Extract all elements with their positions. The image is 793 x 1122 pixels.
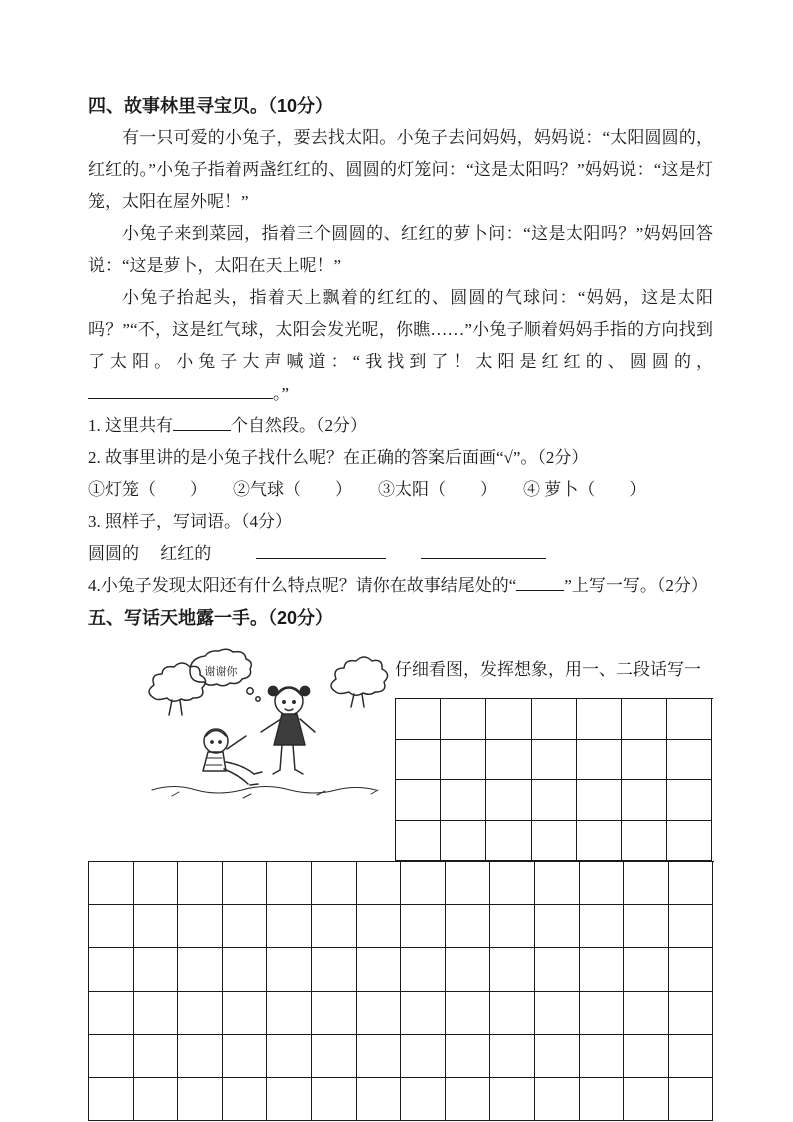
- writing-cell: [622, 699, 667, 740]
- writing-cell: [357, 1078, 402, 1121]
- story-paragraph: 小兔子来到菜园，指着三个圆圆的、红红的萝卜问：“这是太阳吗？”妈妈回答说：“这是萝卜，太阳在天上呢！”: [88, 224, 713, 275]
- writing-cell: [624, 948, 669, 991]
- writing-cell: [624, 992, 669, 1035]
- question-4-text-end: ”上写一写。（2分）: [564, 576, 708, 595]
- content-area: [88, 90, 713, 1121]
- writing-cell: [401, 862, 446, 905]
- answer-option-balloon: ②气球（ ）: [233, 480, 352, 499]
- answer-option-radish: ④ 萝卜（ ）: [523, 480, 647, 499]
- question-1-text: 1. 这里共有: [88, 416, 173, 435]
- writing-cell: [134, 862, 179, 905]
- writing-cell: [178, 1035, 223, 1078]
- writing-cell: [89, 1078, 134, 1121]
- writing-cell: [490, 1078, 535, 1121]
- illustration: [138, 648, 390, 803]
- question-4-text: 4.小兔子发现太阳还有什么特点呢？请你在故事结尾处的“: [88, 576, 517, 595]
- writing-cell: [535, 905, 580, 948]
- writing-cell: [441, 821, 486, 862]
- small-writing-grid: [395, 698, 713, 861]
- writing-cell: [486, 821, 531, 862]
- writing-cell: [441, 780, 486, 821]
- writing-cell: [446, 862, 491, 905]
- writing-cell: [312, 992, 357, 1035]
- sitting-child-figure: [203, 729, 262, 785]
- writing-cell: [357, 862, 402, 905]
- writing-cell: [535, 862, 580, 905]
- writing-cell: [490, 862, 535, 905]
- writing-cell: [89, 1035, 134, 1078]
- question-1: [88, 410, 713, 442]
- question-3: 3. 照样子，写词语。（4分）: [88, 512, 292, 531]
- big-writing-grid: [88, 861, 714, 1121]
- answer-option-lantern: ①灯笼（ ）: [88, 480, 207, 499]
- writing-cell: [178, 1078, 223, 1121]
- writing-cell: [178, 948, 223, 991]
- question-2: 2. 故事里讲的是小兔子找什么呢？在正确的答案后面画“√”。（2分）: [88, 448, 589, 467]
- writing-cell: [357, 1035, 402, 1078]
- writing-cell: [624, 1035, 669, 1078]
- writing-cell: [178, 992, 223, 1035]
- writing-cell: [312, 948, 357, 991]
- writing-cell: [267, 862, 312, 905]
- question-4: [88, 570, 713, 602]
- writing-cell: [223, 992, 268, 1035]
- writing-cell: [396, 780, 441, 821]
- writing-cell: [669, 905, 714, 948]
- writing-cell: [580, 948, 625, 991]
- writing-cell: [486, 740, 531, 781]
- writing-cell: [624, 905, 669, 948]
- writing-grid-row: [89, 992, 714, 1035]
- children-illustration: [138, 648, 390, 803]
- writing-cell: [223, 1035, 268, 1078]
- writing-cell: [446, 948, 491, 991]
- writing-cell: [577, 821, 622, 862]
- writing-cell: [667, 780, 712, 821]
- writing-cell: [446, 905, 491, 948]
- writing-cell: [580, 1078, 625, 1121]
- story-paragraph-text: 小兔子抬起头，指着天上飘着的红红的、圆圆的气球问：“妈妈，这是太阳吗？”“不，这是红气球，太阳会发光呢，你瞧……”小兔子顺着妈妈手指的方向找到了太阳。小兔子大声喊道：“我找到了！太阳是红红的、圆圆的，: [88, 288, 713, 371]
- writing-grid-row: [396, 780, 713, 821]
- writing-cell: [223, 948, 268, 991]
- writing-cell: [89, 905, 134, 948]
- writing-cell: [535, 992, 580, 1035]
- writing-cell: [577, 740, 622, 781]
- writing-cell: [441, 740, 486, 781]
- writing-cell: [622, 821, 667, 862]
- writing-cell: [669, 948, 714, 991]
- writing-cell: [134, 1078, 179, 1121]
- story-paragraph: [88, 282, 713, 410]
- writing-cell: [401, 905, 446, 948]
- writing-cell: [486, 780, 531, 821]
- writing-cell: [267, 1035, 312, 1078]
- writing-cell: [178, 862, 223, 905]
- writing-cell: [490, 1035, 535, 1078]
- writing-cell: [357, 992, 402, 1035]
- example-words: 圆圆的 红红的: [88, 544, 212, 563]
- writing-cell: [396, 740, 441, 781]
- writing-cell: [267, 948, 312, 991]
- writing-cell: [312, 1078, 357, 1121]
- writing-cell: [490, 905, 535, 948]
- writing-right-column: [395, 648, 713, 861]
- writing-cell: [622, 740, 667, 781]
- answer-option-sun: ③太阳（ ）: [378, 480, 497, 499]
- speech-bubble-text: 谢谢你: [204, 666, 238, 678]
- writing-cell: [357, 905, 402, 948]
- writing-cell: [624, 862, 669, 905]
- question-3-examples: [88, 538, 713, 570]
- writing-cell: [267, 905, 312, 948]
- writing-cell: [624, 1078, 669, 1121]
- ground-line: [152, 787, 378, 799]
- story-paragraph: 有一只可爱的小兔子，要去找太阳。小兔子去问妈妈，妈妈说：“太阳圆圆的，红红的。”小兔子指着两盏红红的、圆圆的灯笼问：“这是太阳吗？”妈妈说：“这是灯笼，太阳在屋外呢！”: [88, 128, 713, 211]
- writing-cell: [446, 1035, 491, 1078]
- fill-blank-story-ending: [88, 382, 273, 399]
- writing-cell: [134, 992, 179, 1035]
- writing-cell: [396, 699, 441, 740]
- writing-cell: [223, 905, 268, 948]
- writing-cell: [667, 821, 712, 862]
- writing-cell: [577, 699, 622, 740]
- writing-cell: [446, 992, 491, 1035]
- writing-cell: [312, 1035, 357, 1078]
- tree-icon: [149, 663, 206, 715]
- writing-cell: [535, 1078, 580, 1121]
- writing-cell: [401, 992, 446, 1035]
- writing-cell: [669, 1035, 714, 1078]
- writing-cell: [667, 699, 712, 740]
- writing-cell: [535, 1035, 580, 1078]
- writing-cell: [580, 905, 625, 948]
- writing-grid-row: [89, 1078, 714, 1121]
- writing-cell: [577, 780, 622, 821]
- writing-cell: [312, 862, 357, 905]
- writing-cell: [446, 1078, 491, 1121]
- writing-cell: [667, 740, 712, 781]
- writing-cell: [532, 699, 577, 740]
- standing-girl-figure: [261, 686, 315, 774]
- writing-section: [88, 648, 713, 861]
- writing-cell: [134, 948, 179, 991]
- writing-grid-row: [396, 821, 713, 862]
- writing-cell: [312, 905, 357, 948]
- fill-blank-q1: [173, 414, 231, 431]
- writing-grid-row: [396, 699, 713, 740]
- writing-cell: [580, 992, 625, 1035]
- writing-cell: [134, 1035, 179, 1078]
- writing-cell: [396, 821, 441, 862]
- writing-cell: [357, 948, 402, 991]
- writing-grid-row: [89, 862, 714, 905]
- writing-cell: [267, 992, 312, 1035]
- writing-cell: [89, 992, 134, 1035]
- tree-icon: [331, 657, 388, 707]
- writing-cell: [401, 948, 446, 991]
- story-paragraph-closing: 。”: [273, 384, 290, 403]
- writing-grid-row: [396, 740, 713, 781]
- writing-cell: [669, 1078, 714, 1121]
- writing-cell: [622, 780, 667, 821]
- writing-cell: [178, 905, 223, 948]
- writing-grid-row: [89, 905, 714, 948]
- writing-grid-row: [89, 1035, 714, 1078]
- fill-blank-word-1: [256, 542, 386, 559]
- writing-prompt: 仔细看图，发挥想象，用一、二段话写一: [395, 660, 701, 679]
- writing-cell: [89, 862, 134, 905]
- section4-title: 四、故事林里寻宝贝。（10分）: [88, 96, 334, 116]
- writing-cell: [490, 992, 535, 1035]
- writing-cell: [267, 1078, 312, 1121]
- writing-cell: [535, 948, 580, 991]
- writing-cell: [223, 862, 268, 905]
- writing-cell: [441, 699, 486, 740]
- writing-cell: [532, 780, 577, 821]
- writing-cell: [401, 1035, 446, 1078]
- question-1-text-end: 个自然段。（2分）: [231, 416, 367, 435]
- answer-options-row: [88, 474, 713, 506]
- writing-cell: [580, 862, 625, 905]
- writing-cell: [134, 905, 179, 948]
- fill-blank-q4: [516, 574, 564, 591]
- writing-grid-row: [89, 948, 714, 991]
- writing-cell: [486, 699, 531, 740]
- writing-cell: [669, 992, 714, 1035]
- writing-cell: [532, 821, 577, 862]
- writing-cell: [532, 740, 577, 781]
- writing-cell: [580, 1035, 625, 1078]
- writing-cell: [490, 948, 535, 991]
- writing-cell: [401, 1078, 446, 1121]
- section5-title: 五、写话天地露一手。（20分）: [88, 608, 334, 628]
- fill-blank-word-2: [421, 542, 546, 559]
- writing-cell: [669, 862, 714, 905]
- writing-cell: [223, 1078, 268, 1121]
- writing-cell: [89, 948, 134, 991]
